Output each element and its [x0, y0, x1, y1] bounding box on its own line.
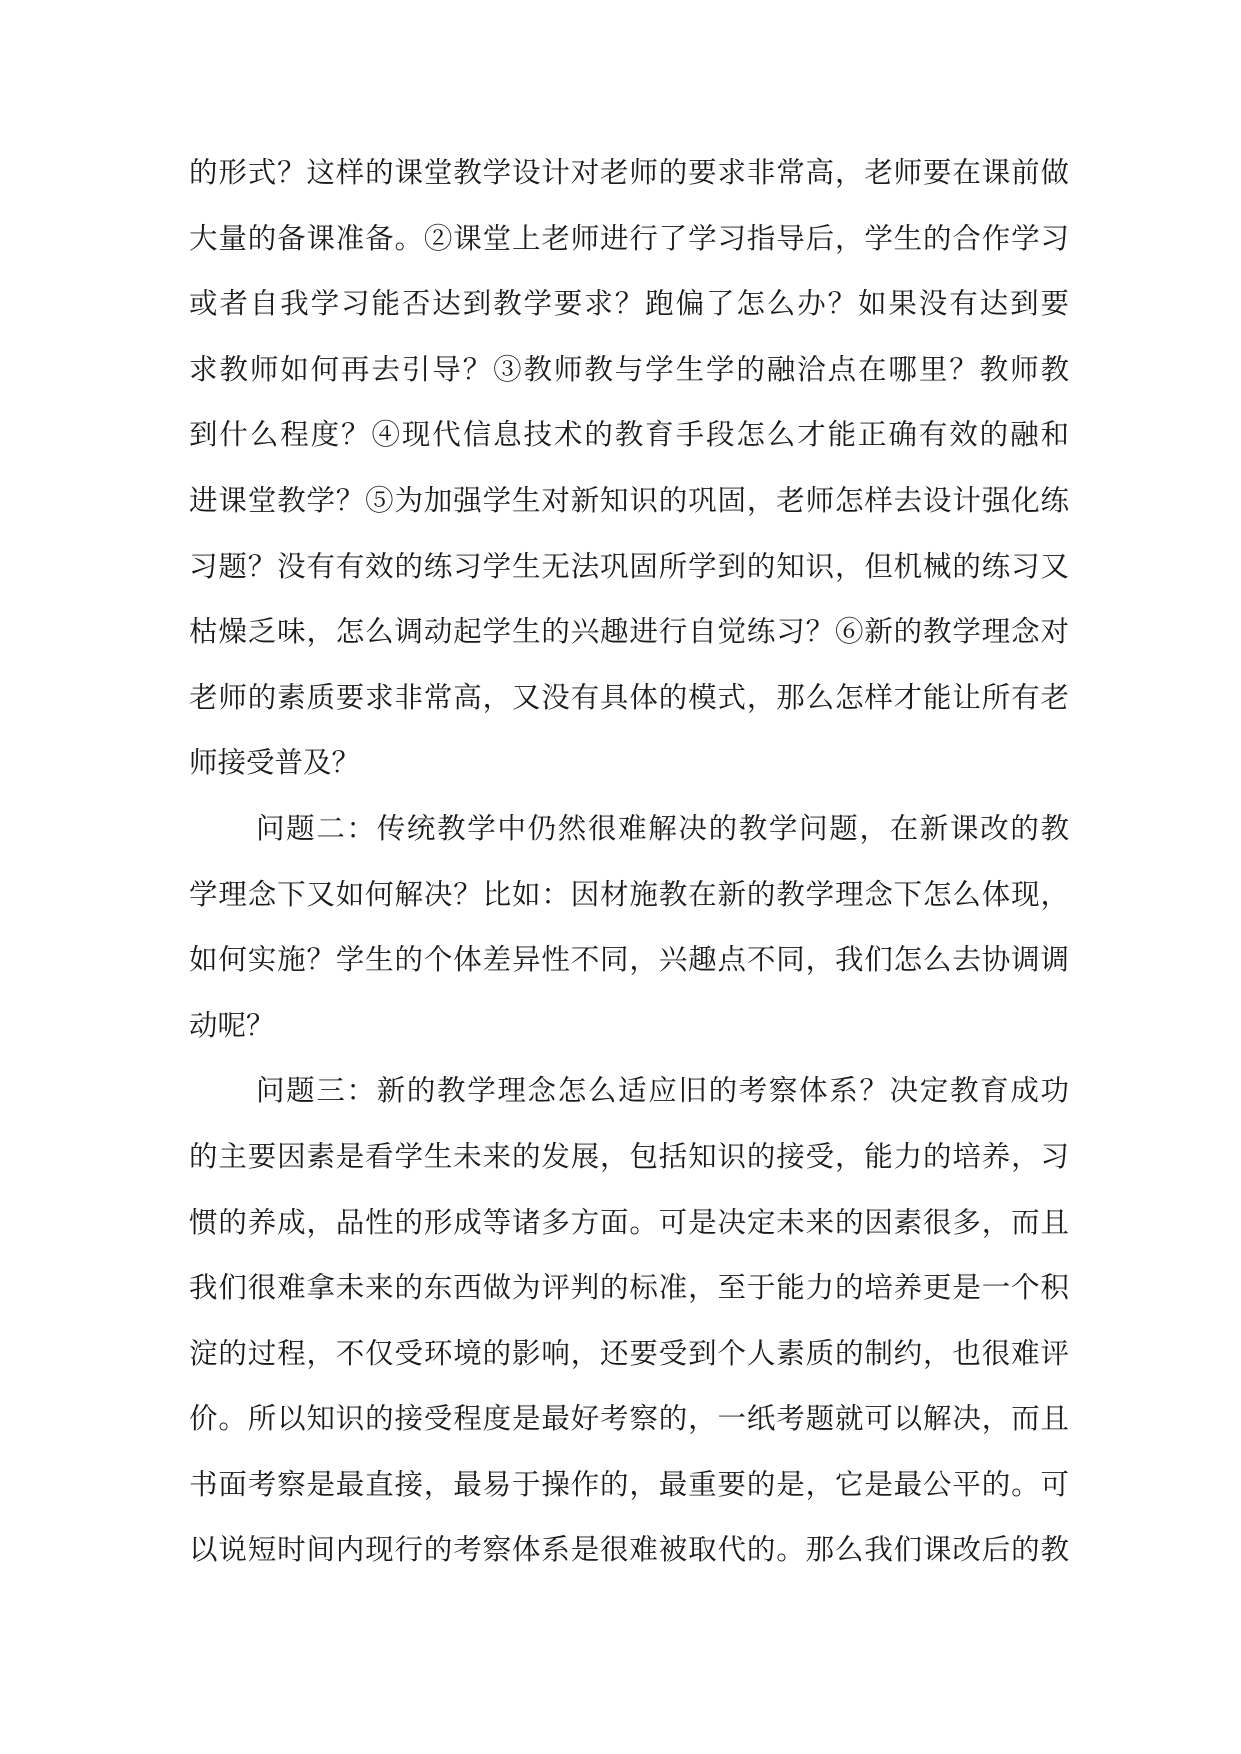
paragraph-start-line: 问题三：新的教学理念怎么适应旧的考察体系？决定教育成功: [256, 1074, 1069, 1108]
text-line: 惯的养成，品性的形成等诸多方面。可是决定未来的因素很多，而且: [189, 1205, 1069, 1239]
text-line: 习题？没有有效的练习学生无法巩固所学到的知识，但机械的练习又: [189, 549, 1069, 583]
text-line: 到什么程度？④现代信息技术的教育手段怎么才能正确有效的融和: [189, 418, 1069, 452]
text-line: 枯燥乏味，怎么调动起学生的兴趣进行自觉练习？⑥新的教学理念对: [189, 615, 1069, 649]
text-line: 如何实施？学生的个体差异性不同，兴趣点不同，我们怎么去协调调: [189, 943, 1069, 977]
text-line: 的形式？这样的课堂教学设计对老师的要求非常高，老师要在课前做: [189, 156, 1069, 189]
text-line: 进课堂教学？⑤为加强学生对新知识的巩固，老师怎样去设计强化练: [189, 483, 1069, 517]
text-line: 以说短时间内现行的考察体系是很难被取代的。那么我们课改后的教: [189, 1533, 1069, 1567]
paragraph-start-line: 问题二：传统教学中仍然很难解决的教学问题，在新课改的教: [256, 811, 1069, 845]
text-line: 淀的过程，不仅受环境的影响，还要受到个人素质的制约，也很难评: [189, 1336, 1069, 1370]
text-line: 书面考察是最直接，最易于操作的，最重要的是，它是最公平的。可: [189, 1467, 1069, 1501]
text-line: 价。所以知识的接受程度是最好考察的，一纸考题就可以解决，而且: [189, 1402, 1069, 1436]
body-text: [189, 140, 1069, 1583]
text-line: 或者自我学习能否达到教学要求？跑偏了怎么办？如果没有达到要: [189, 287, 1069, 321]
text-line: 的主要因素是看学生未来的发展，包括知识的接受，能力的培养，习: [189, 1139, 1069, 1173]
text-line: 大量的备课准备。②课堂上老师进行了学习指导后，学生的合作学习: [189, 221, 1069, 255]
text-line: 求教师如何再去引导？③教师教与学生学的融洽点在哪里？教师教: [189, 352, 1069, 386]
text-line: 师接受普及？: [189, 746, 361, 780]
text-line: 动呢？: [189, 1008, 275, 1042]
text-line: 老师的素质要求非常高，又没有具体的模式，那么怎样才能让所有老: [189, 680, 1069, 714]
text-line: 我们很难拿未来的东西做为评判的标准，至于能力的培养更是一个积: [189, 1271, 1069, 1305]
text-line: 学理念下又如何解决？比如：因材施教在新的教学理念下怎么体现，: [189, 877, 1069, 911]
